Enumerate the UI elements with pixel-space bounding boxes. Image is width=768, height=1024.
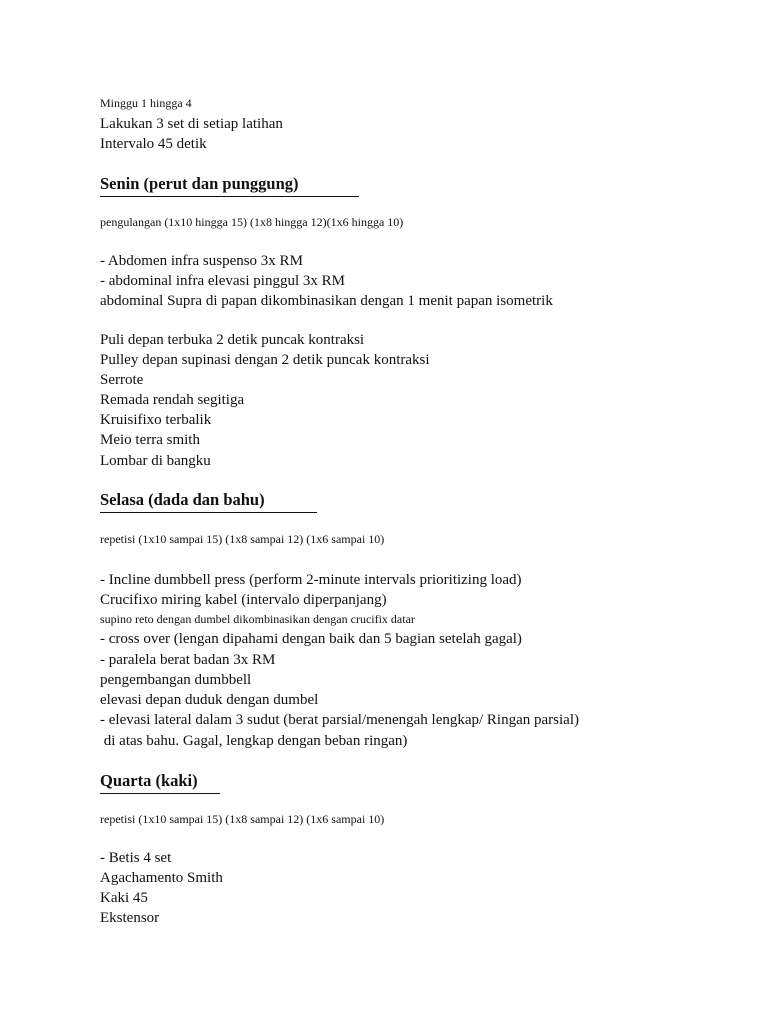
exercise-item: Agachamento Smith [100,870,223,886]
exercise-item: abdominal Supra di papan dikombinasikan dengan 1 menit papan isometrik [100,293,553,309]
reps-note: repetisi (1x10 sampai 15) (1x8 sampai 12) (1x6 sampai 10) [100,812,385,826]
exercise-item: Kaki 45 [100,890,148,906]
week-range: Minggu 1 hingga 4 [100,96,192,110]
reps-note: repetisi (1x10 sampai 15) (1x8 sampai 12) (1x6 sampai 10) [100,532,385,546]
exercise-item: - Incline dumbbell press (perform 2-minute intervals prioritizing load) [100,572,522,588]
exercise-item: - cross over (lengan dipahami dengan baik dan 5 bagian setelah gagal) [100,631,522,647]
exercise-item: supino reto dengan dumbel dikombinasikan dengan crucifix datar [100,612,415,626]
exercise-item: - abdominal infra elevasi pinggul 3x RM [100,273,345,289]
sets-instruction: Lakukan 3 set di setiap latihan [100,116,283,132]
section-heading-text: Senin (perut dan punggung) [100,174,299,193]
section-heading-tuesday [100,489,317,513]
reps-note: pengulangan (1x10 hingga 15) (1x8 hingga 12)(1x6 hingga 10) [100,215,404,229]
section-heading-underline [100,173,359,197]
exercise-item: - Abdomen infra suspenso 3x RM [100,253,303,269]
exercise-item: Meio terra smith [100,432,200,448]
exercise-item: pengembangan dumbbell [100,672,252,688]
exercise-item: - elevasi lateral dalam 3 sudut (berat parsial/menengah lengkap/ Ringan parsial) [100,712,579,728]
interval-instruction: Intervalo 45 detik [100,136,207,152]
exercise-item: Ekstensor [100,910,160,926]
exercise-item: - Betis 4 set [100,850,172,866]
section-heading-underline [100,770,220,794]
exercise-item: Pulley depan supinasi dengan 2 detik puncak kontraksi [100,352,430,368]
section-heading-underline [100,489,317,513]
exercise-item: Puli depan terbuka 2 detik puncak kontraksi [100,332,365,348]
exercise-item: Serrote [100,372,144,388]
section-heading-text: Selasa (dada dan bahu) [100,490,265,509]
exercise-item: - paralela berat badan 3x RM [100,652,276,668]
exercise-item: Kruisifixo terbalik [100,412,212,428]
exercise-item: di atas bahu. Gagal, lengkap dengan beban ringan) [100,733,408,749]
exercise-item: Remada rendah segitiga [100,392,245,408]
section-heading-wednesday [100,770,220,794]
exercise-item: Lombar di bangku [100,453,211,469]
section-heading-text: Quarta (kaki) [100,771,198,790]
exercise-item: elevasi depan duduk dengan dumbel [100,692,319,708]
exercise-item: Crucifixo miring kabel (intervalo diperpanjang) [100,592,387,608]
section-heading-monday [100,173,359,197]
